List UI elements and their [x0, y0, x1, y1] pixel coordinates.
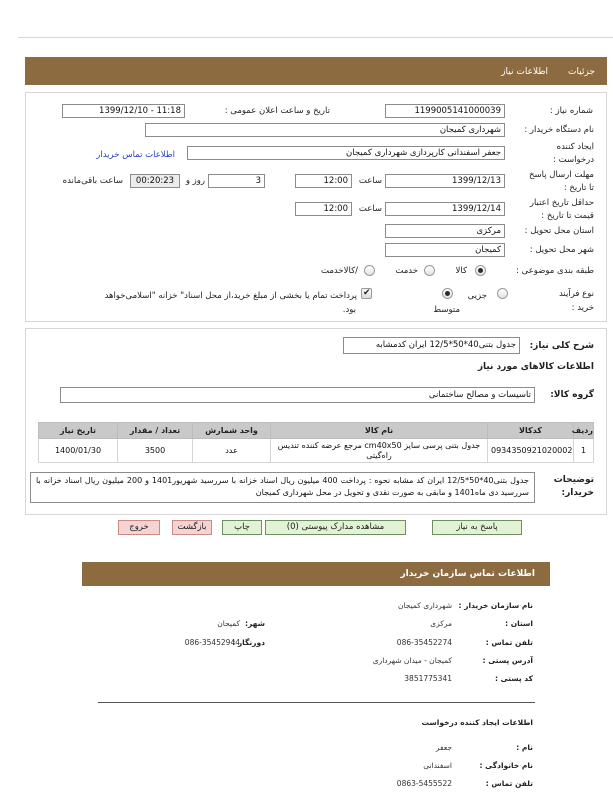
process-minor-label: جزیی — [467, 291, 487, 301]
process-medium-radio[interactable] — [442, 288, 453, 299]
goods-group-label: گروه کالا: — [550, 390, 594, 400]
creator-label-line2: درخواست : — [553, 155, 594, 165]
deadline-date-field[interactable]: 1399/12/13 — [385, 174, 505, 188]
deadline-time-label: ساعت — [358, 176, 382, 186]
cell-item-name: جدول بتنی پرسی سایز cm40x50 مرجع عرضه کننده تندیس راه‌گیتی — [271, 439, 488, 463]
col-header-quantity: تعداد / مقدار — [118, 423, 193, 439]
buyer-org-field[interactable]: شهرداری کمیجان — [145, 123, 505, 137]
buyer-contact-link[interactable]: اطلاعات تماس خریدار — [96, 150, 175, 160]
process-minor-radio[interactable] — [497, 288, 508, 299]
delivery-city-field[interactable]: کمیجان — [385, 243, 505, 257]
contact-address-label: آدرس پستی : — [482, 656, 533, 665]
deadline-label-line2: تا تاریخ : — [563, 183, 594, 193]
creator-last-name-value: اسفندانی — [423, 761, 452, 770]
days-label: روز و — [185, 176, 205, 186]
view-attachments-button[interactable]: مشاهده مدارک پیوستی (0) — [265, 520, 406, 535]
delivery-province-field[interactable]: مرکزی — [385, 224, 505, 238]
creator-label-line1: ایجاد کننده — [556, 142, 594, 152]
cell-item-code: 0934350921020002 — [488, 439, 574, 463]
cell-unit: عدد — [193, 439, 271, 463]
deadline-time-field[interactable]: 12:00 — [295, 174, 352, 188]
contact-title: اطلاعات تماس سازمان خریدار — [400, 569, 535, 579]
table-row — [39, 439, 594, 463]
validity-label-line2: قیمت تا تاریخ : — [541, 211, 594, 221]
summary-label: شرح کلی نیاز: — [529, 341, 594, 351]
goods-group-field[interactable]: تاسیسات و مصالح ساختمانی — [60, 387, 535, 403]
announce-datetime-field[interactable]: 1399/12/10 - 11:18 — [62, 104, 185, 118]
time-remaining-label: ساعت باقی‌مانده — [62, 176, 123, 186]
process-label-line1: نوع فرآیند — [558, 289, 594, 299]
time-remaining-field[interactable]: 00:20:23 — [130, 174, 180, 188]
deadline-label-line1: مهلت ارسال پاسخ — [529, 170, 594, 180]
items-section-title: اطلاعات کالاهای مورد نیاز — [477, 362, 594, 372]
validity-date-field[interactable]: 1399/12/14 — [385, 202, 505, 216]
category-service-radio[interactable] — [424, 265, 435, 276]
category-goods-service-label: /کالاخدمت — [321, 266, 358, 276]
tab-details[interactable]: جزئیات — [568, 67, 595, 77]
validity-label-line1: حداقل تاریخ اعتبار — [529, 198, 594, 208]
back-button[interactable]: بازگشت — [172, 520, 212, 535]
process-medium-label: متوسط — [433, 305, 460, 315]
category-goods-service-radio[interactable] — [364, 265, 375, 276]
creator-phone-label: تلفن تماس : — [485, 779, 533, 788]
category-goods-radio[interactable] — [475, 265, 486, 276]
category-service-label: خدمت — [395, 266, 418, 276]
delivery-province-label: استان محل تحویل : — [524, 226, 594, 236]
creator-last-name-label: نام خانوادگی : — [479, 761, 533, 770]
tab-need-info[interactable]: اطلاعات نیاز — [501, 67, 548, 77]
creator-first-name-label: نام : — [516, 743, 533, 752]
col-header-need-date: تاریخ نیاز — [39, 423, 118, 439]
contact-address-value: کمیجان - میدان شهرداری — [372, 656, 452, 665]
process-label-line2: خرید : — [571, 303, 594, 313]
col-header-unit: واحد شمارش — [193, 423, 271, 439]
col-header-row-number: ردیف — [574, 423, 594, 439]
buyer-description-field[interactable]: جدول بتنی40*50*12/5 ایران کد مشابه نحوه : پرداخت 400 میلیون ریال اسناد خزانه با سررسید شهریور1401 و 200 میلیون ریال اسناد خزانه با سررسید دی ماه1401 و مابقی به صورت نقدی و تحویل در محل شهرداری کمیجان — [30, 472, 535, 503]
buyer-org-label: نام دستگاه خریدار : — [524, 125, 594, 135]
cell-need-date: 1400/01/30 — [39, 439, 118, 463]
contact-province-label: استان : — [505, 619, 533, 628]
days-remaining-field[interactable]: 3 — [208, 174, 265, 188]
validity-time-label: ساعت — [358, 204, 382, 214]
contact-city-value: کمیجان — [217, 619, 240, 628]
contact-org-label: نام سازمان خریدار : — [458, 601, 533, 610]
creator-first-name-value: جعفر — [435, 743, 452, 752]
contact-fax-label: دورنگار : — [232, 638, 265, 647]
print-button[interactable]: چاپ — [222, 520, 262, 535]
col-header-item-name: نام کالا — [271, 423, 488, 439]
announce-datetime-label: تاریخ و ساعت اعلان عمومی : — [224, 106, 330, 116]
treasury-payment-text-end: بود. — [342, 305, 356, 315]
contact-fax-value: 086-35452944 — [184, 638, 240, 647]
reply-button[interactable]: پاسخ به نیاز — [432, 520, 522, 535]
creator-phone-value: 0863-5455522 — [396, 779, 452, 788]
summary-field[interactable]: جدول بتنی40*50*12/5 ایران کدمشابه — [343, 337, 520, 354]
validity-time-field[interactable]: 12:00 — [295, 202, 352, 216]
contact-phone-label: تلفن تماس : — [485, 638, 533, 647]
table-header-row — [39, 423, 594, 439]
contact-postal-value: 3851775341 — [404, 674, 452, 683]
cell-quantity: 3500 — [118, 439, 193, 463]
creator-info-title: اطلاعات ایجاد کننده درخواست — [421, 718, 533, 727]
items-table — [38, 422, 594, 463]
creator-field[interactable]: جعفر اسفندانی کارپردازی شهرداری کمیجان — [187, 146, 505, 160]
category-goods-label: کالا — [455, 266, 467, 276]
treasury-payment-checkbox[interactable] — [361, 288, 372, 299]
contact-divider — [98, 702, 535, 703]
contact-city-label: شهر: — [245, 619, 265, 628]
contact-phone-value: 086-35452274 — [396, 638, 452, 647]
need-number-field[interactable]: 1199005141000039 — [385, 104, 505, 118]
need-number-label: شماره نیاز : — [549, 106, 593, 116]
buyer-description-label-line1: توضیحات — [553, 475, 594, 485]
category-label: طبقه بندی موضوعی : — [516, 266, 594, 276]
treasury-payment-text: پرداخت تمام یا بخشی از مبلغ خرید،از محل اسناد" خزانه "اسلامی‌خواهد — [104, 291, 357, 301]
buyer-description-label-line2: خریدار: — [561, 488, 594, 498]
exit-button[interactable]: خروج — [118, 520, 160, 535]
contact-org-value: شهرداری کمیجان — [398, 601, 452, 610]
top-divider — [18, 37, 613, 38]
contact-postal-label: کد پستی : — [494, 674, 533, 683]
col-header-item-code: کدکالا — [488, 423, 574, 439]
contact-province-value: مرکزی — [430, 619, 452, 628]
cell-row-number: 1 — [574, 439, 594, 463]
delivery-city-label: شهر محل تحویل : — [529, 245, 594, 255]
